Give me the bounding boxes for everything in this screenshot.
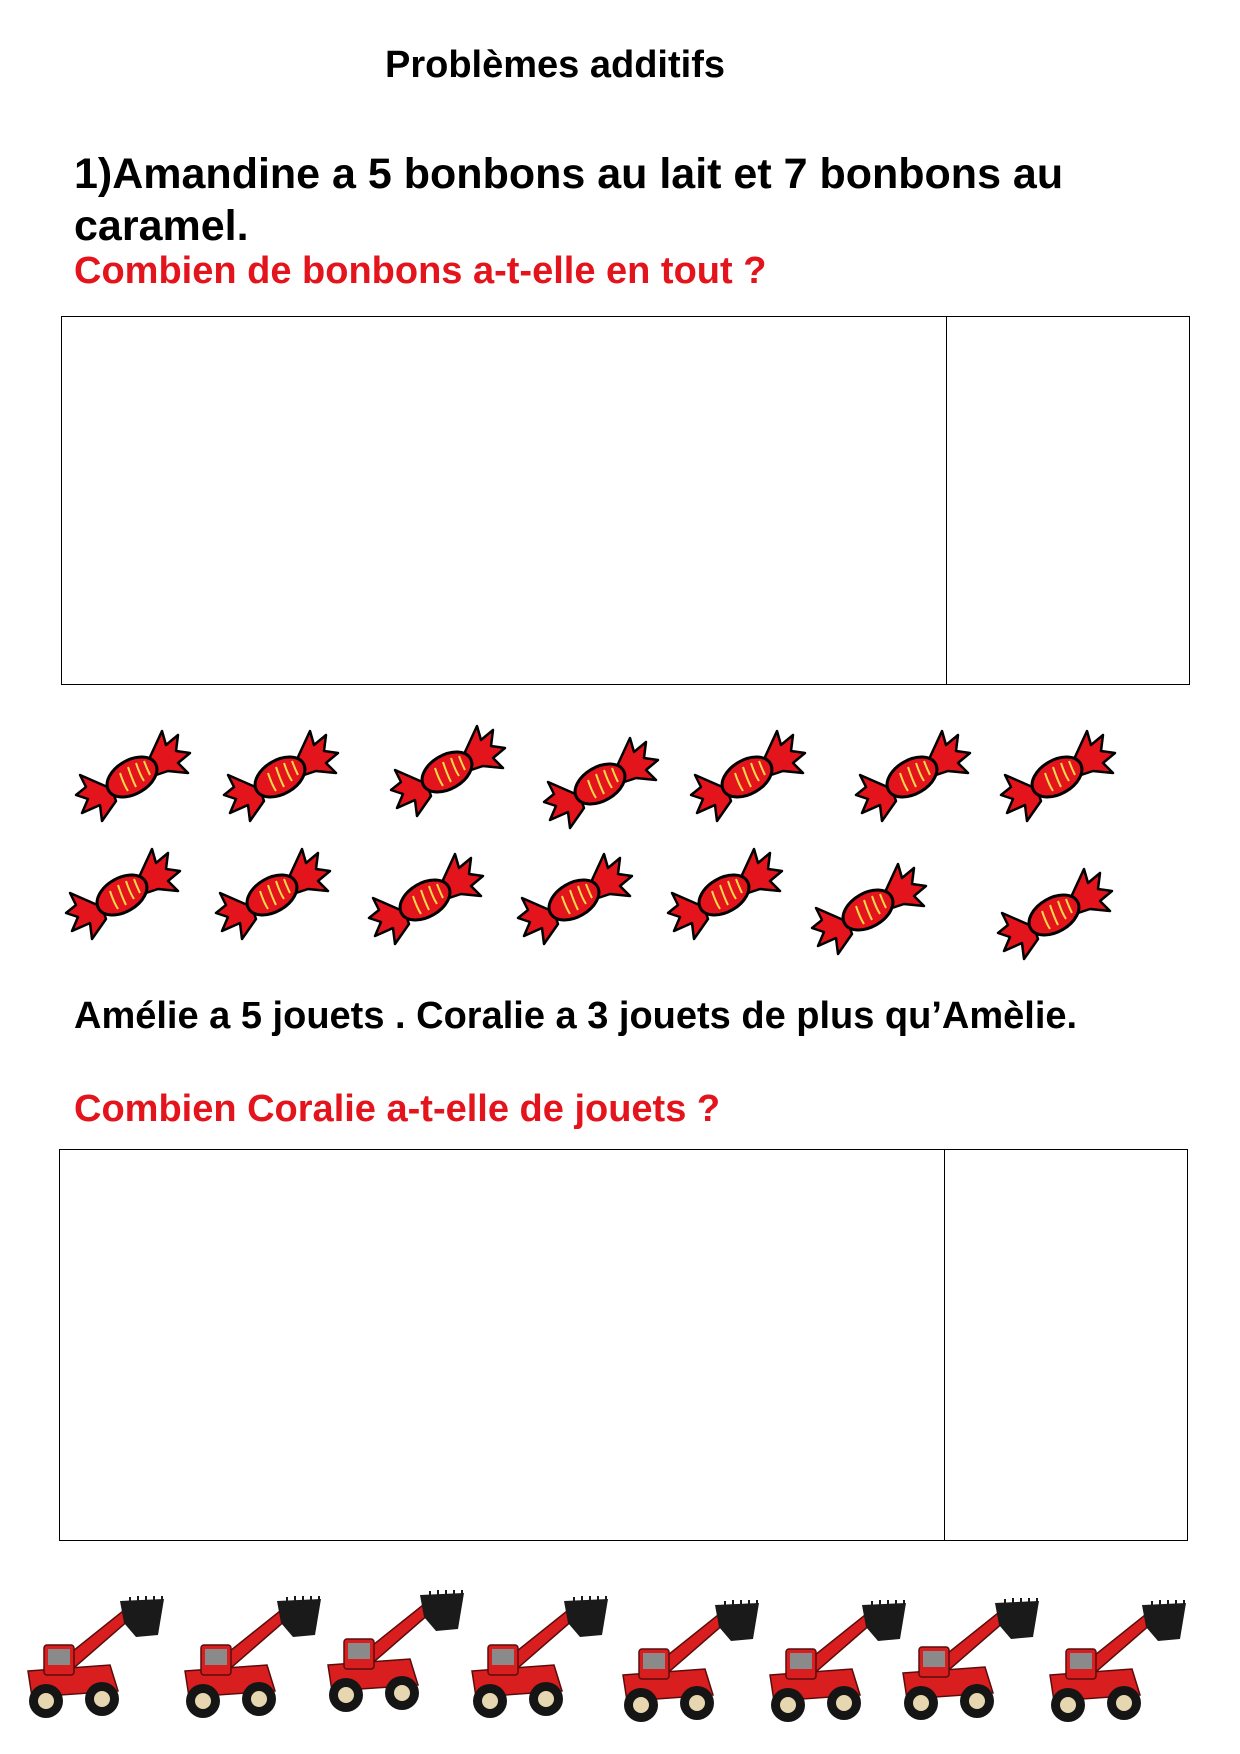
candy-icon	[687, 717, 807, 827]
truck-icon	[175, 1593, 325, 1723]
candy-icon	[994, 855, 1114, 965]
problem-1-question: Combien de bonbons a-t-elle en tout ?	[74, 250, 767, 292]
candy-row-2	[62, 830, 1142, 940]
candy-icon	[808, 850, 928, 960]
problem-2-statement: Amélie a 5 jouets . Coralie a 3 jouets de plus qu’Amèlie.	[74, 995, 1078, 1037]
candy-icon	[387, 712, 507, 822]
candy-icon	[212, 835, 332, 945]
problem-1-work-area[interactable]	[62, 317, 947, 684]
truck-row	[0, 1585, 1240, 1735]
truck-icon	[462, 1593, 612, 1723]
candy-icon	[852, 717, 972, 827]
candy-icon	[514, 840, 634, 950]
candy-icon	[997, 717, 1117, 827]
candy-icon	[72, 717, 192, 827]
candy-icon	[365, 840, 485, 950]
candy-icon	[62, 835, 182, 945]
candy-icon	[664, 835, 784, 945]
candy-row-1	[62, 712, 1142, 822]
problem-2-question: Combien Coralie a-t-elle de jouets ?	[74, 1088, 721, 1130]
truck-icon	[318, 1587, 468, 1717]
problem-2-answer-box	[59, 1149, 1188, 1541]
truck-icon	[760, 1597, 910, 1727]
truck-icon	[613, 1597, 763, 1727]
problem-2-result-area[interactable]	[945, 1150, 1187, 1540]
truck-icon	[1040, 1597, 1190, 1727]
truck-icon	[18, 1593, 168, 1723]
problem-1-answer-box	[61, 316, 1190, 685]
page-title: Problèmes additifs	[385, 44, 725, 86]
problem-2-work-area[interactable]	[60, 1150, 945, 1540]
problem-1-result-area[interactable]	[947, 317, 1189, 684]
truck-icon	[893, 1595, 1043, 1725]
candy-icon	[540, 724, 660, 834]
problem-1-statement: 1)Amandine a 5 bonbons au lait et 7 bonbons au caramel.	[74, 150, 1064, 250]
candy-icon	[220, 717, 340, 827]
